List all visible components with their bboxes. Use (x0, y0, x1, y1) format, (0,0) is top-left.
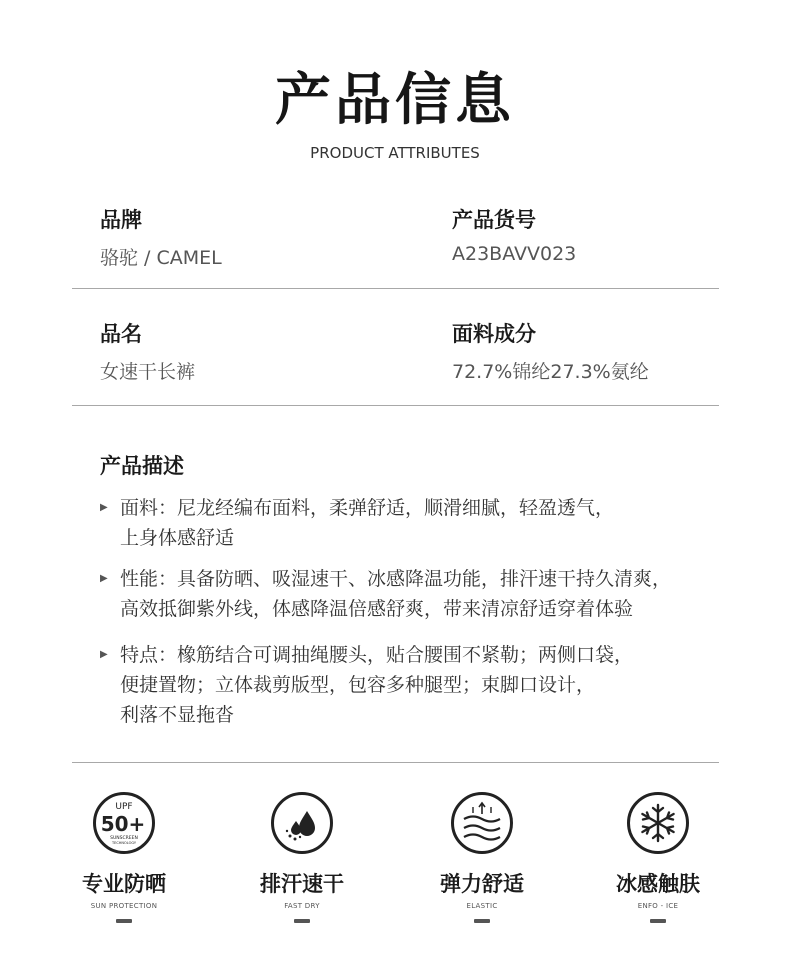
description-line: 利落不显拖沓 (120, 704, 235, 726)
feature-name: 冰感触肤 (616, 872, 700, 896)
elastic-waves-icon (451, 792, 513, 854)
attribute-label: 面料成分 (452, 322, 536, 346)
triangle-bullet-icon: ▶ (100, 573, 108, 584)
attribute-product-name (100, 318, 195, 384)
attribute-value: 女速干长裤 (100, 361, 196, 383)
description-line: 性能：具备防晒、吸湿速干、冰感降温功能，排汗速干持久清爽， (120, 568, 672, 590)
description-line: 面料：尼龙经编布面料，柔弹舒适，顺滑细腻，轻盈透气， (120, 497, 615, 519)
snowflake-icon (627, 792, 689, 854)
upf-50-icon (93, 792, 155, 854)
description-item (100, 640, 760, 730)
attribute-value: 骆驼 / CAMEL (100, 247, 222, 269)
description-title: 产品描述 (100, 454, 184, 478)
description-item (100, 493, 760, 553)
feature-name: 排汗速干 (260, 872, 344, 896)
attribute-product-code (452, 204, 576, 265)
divider (72, 405, 719, 406)
upf-icon-mid-text: 50+ (100, 812, 146, 836)
feature-ice (568, 792, 748, 923)
description-line: 特点：橡筋结合可调抽绳腰头，贴合腰围不紧勒；两侧口袋， (120, 644, 634, 666)
triangle-bullet-icon: ▶ (100, 502, 108, 513)
page-title: 产品信息 (275, 68, 515, 133)
attribute-label: 产品货号 (452, 208, 536, 232)
feature-name: 专业防晒 (82, 872, 166, 896)
feature-en: ENFO - ICE (637, 902, 679, 910)
feature-fast-dry (212, 792, 392, 923)
feature-dash (294, 919, 310, 923)
feature-dash (650, 919, 666, 923)
description-line: 便捷置物；立体裁剪版型，包容多种腿型；束脚口设计， (120, 674, 596, 696)
feature-en: SUN PROTECTION (90, 902, 158, 910)
divider (72, 762, 719, 763)
description-line: 上身体感舒适 (120, 527, 235, 549)
feature-en: FAST DRY (284, 902, 320, 910)
upf-icon-top-text: UPF (115, 802, 133, 812)
upf-icon-bottom-text: SUNSCREEN (110, 836, 138, 841)
upf-icon-bottom-text-2: TECHNOLOGY (111, 841, 137, 845)
description-item (100, 564, 760, 624)
feature-en: ELASTIC (466, 902, 498, 910)
divider (72, 288, 719, 289)
feature-dash (116, 919, 132, 923)
water-drops-icon (271, 792, 333, 854)
feature-dash (474, 919, 490, 923)
feature-sun-protection (34, 792, 214, 923)
triangle-bullet-icon: ▶ (100, 649, 108, 660)
feature-name: 弹力舒适 (440, 872, 524, 896)
attribute-value: A23BAVV023 (452, 243, 577, 265)
attribute-value: 72.7%锦纶27.3%氨纶 (452, 361, 649, 383)
attribute-brand (100, 204, 222, 270)
description-line: 高效抵御紫外线，体感降温倍感舒爽，带来清凉舒适穿着体验 (120, 598, 634, 620)
attribute-label: 品名 (100, 322, 142, 346)
page-subtitle: PRODUCT ATTRIBUTES (310, 144, 480, 162)
attribute-fabric (452, 318, 649, 384)
attribute-label: 品牌 (100, 208, 142, 232)
feature-elastic (392, 792, 572, 923)
